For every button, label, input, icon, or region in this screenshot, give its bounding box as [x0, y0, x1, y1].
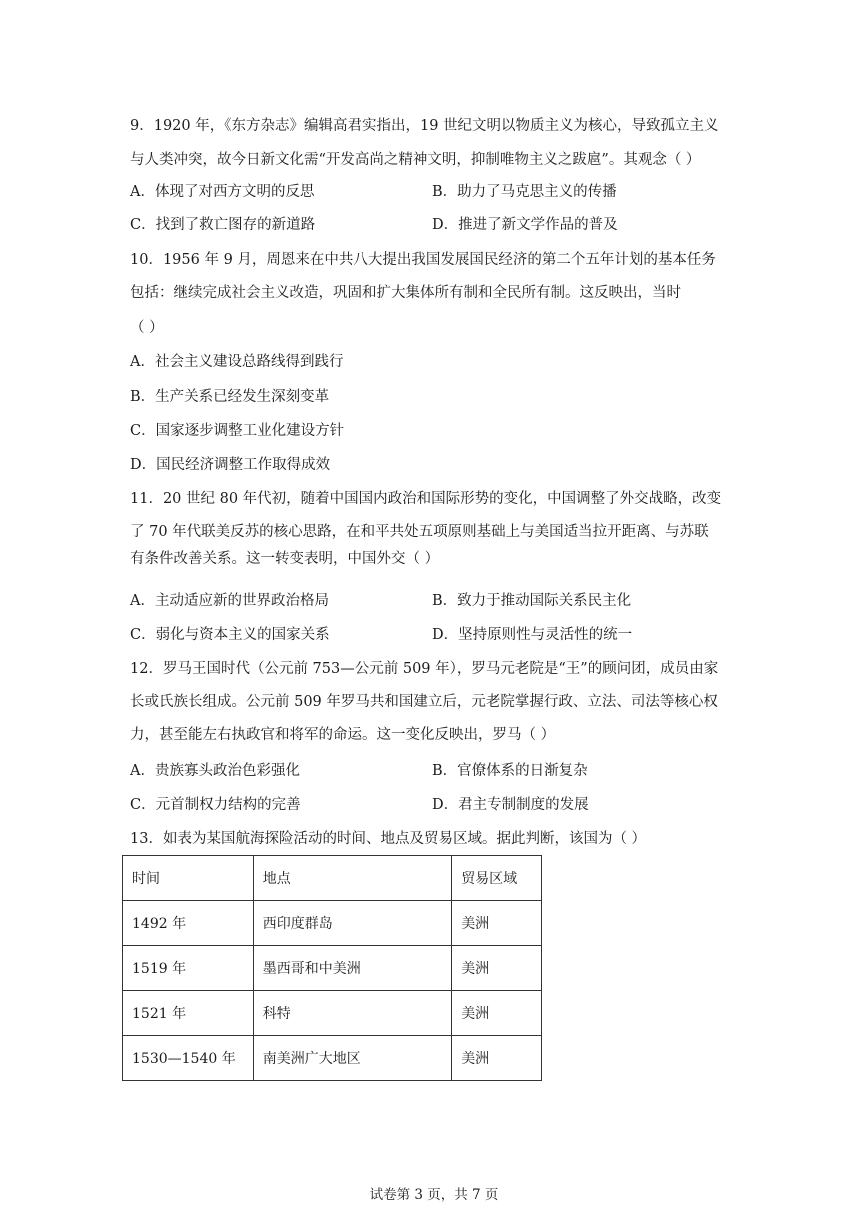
page-footer: 试卷第 3 页，共 7 页: [369, 1187, 499, 1203]
table-cell: 墨西哥和中美洲: [253, 946, 451, 991]
table-cell: 美洲: [452, 946, 542, 991]
table-cell: 南美洲广大地区: [253, 1036, 451, 1081]
q10-line-3: （ ）: [130, 320, 164, 336]
table-header-row: [123, 856, 542, 901]
table-header-cell: 地点: [253, 856, 451, 901]
q11-option-c: C．弱化与资本主义的国家关系: [130, 627, 330, 643]
table-cell: 1521 年: [123, 991, 254, 1036]
table-cell: 西印度群岛: [253, 901, 451, 946]
q10-option-b: B．生产关系已经发生深刻变革: [130, 389, 330, 405]
q12-option-c: C．元首制权力结构的完善: [130, 797, 301, 813]
table-header-cell: 时间: [123, 856, 254, 901]
q10-line-1: 10．1956 年 9 月，周恩来在中共八大提出我国发展国民经济的第二个五年计划的基本任务: [130, 252, 716, 268]
q12-line-1: 12．罗马王国时代（公元前 753—公元前 509 年），罗马元老院是“王”的顾问团，成员由家: [130, 661, 719, 677]
q12-line-2: 长或氏族长组成。公元前 509 年罗马共和国建立后，元老院掌握行政、立法、司法等核心权: [130, 694, 718, 710]
q12-line-3: 力，甚至能左右执政官和将军的命运。这一变化反映出，罗马（ ）: [130, 727, 556, 743]
table-row: [123, 991, 542, 1036]
table-header-cell: 贸易区域: [452, 856, 542, 901]
q11-line-2: 了 70 年代联美反苏的核心思路，在和平共处五项原则基础上与美国适当拉开距离、与苏联: [130, 524, 709, 540]
table-cell: 美洲: [452, 991, 542, 1036]
q9-line-1: 9．1920 年，《东方杂志》编辑高君实指出，19 世纪文明以物质主义为核心，导致孤立主义: [130, 118, 719, 134]
q9-option-d: D．推进了新文学作品的普及: [432, 217, 618, 233]
q9-option-b: B．助力了马克思主义的传播: [432, 184, 617, 200]
q9-option-a: A．体现了对西方文明的反思: [130, 184, 315, 200]
table-cell: 1492 年: [123, 901, 254, 946]
table-cell: 美洲: [452, 1036, 542, 1081]
q11-line-1: 11．20 世纪 80 年代初，随着中国国内政治和国际形势的变化，中国调整了外交战略，改变: [130, 491, 722, 507]
q12-option-a: A．贵族寡头政治色彩强化: [130, 763, 300, 779]
voyage-table: [122, 855, 542, 1081]
q11-option-a: A．主动适应新的世界政治格局: [130, 593, 329, 609]
q9-option-c: C．找到了救亡图存的新道路: [130, 217, 316, 233]
q9-line-2: 与人类冲突，故今日新文化需“开发高尚之精神文明，抑制唯物主义之跋扈”。其观念（ ）: [130, 152, 701, 168]
q11-option-b: B．致力于推动国际关系民主化: [432, 593, 632, 609]
table-row: [123, 901, 542, 946]
table-cell: 1519 年: [123, 946, 254, 991]
q10-option-c: C．国家逐步调整工业化建设方针: [130, 423, 345, 439]
q10-line-2: 包括：继续完成社会主义改造，巩固和扩大集体所有制和全民所有制。这反映出，当时: [130, 285, 681, 301]
q11-option-d: D．坚持原则性与灵活性的统一: [432, 627, 633, 643]
q10-option-a: A．社会主义建设总路线得到践行: [130, 354, 344, 370]
q13-line-1: 13．如表为某国航海探险活动的时间、地点及贸易区域。据此判断，该国为（ ）: [130, 831, 647, 847]
q10-option-d: D．国民经济调整工作取得成效: [130, 457, 331, 473]
table-row: [123, 946, 542, 991]
table-cell: 1530—1540 年: [123, 1036, 254, 1081]
table-row: [123, 1036, 542, 1081]
table-cell: 科特: [253, 991, 451, 1036]
q12-option-b: B．官僚体系的日渐复杂: [432, 763, 588, 779]
q12-option-d: D．君主专制制度的发展: [432, 797, 589, 813]
table-cell: 美洲: [452, 901, 542, 946]
q11-line-3: 有条件改善关系。这一转变表明，中国外交（ ）: [130, 551, 440, 567]
